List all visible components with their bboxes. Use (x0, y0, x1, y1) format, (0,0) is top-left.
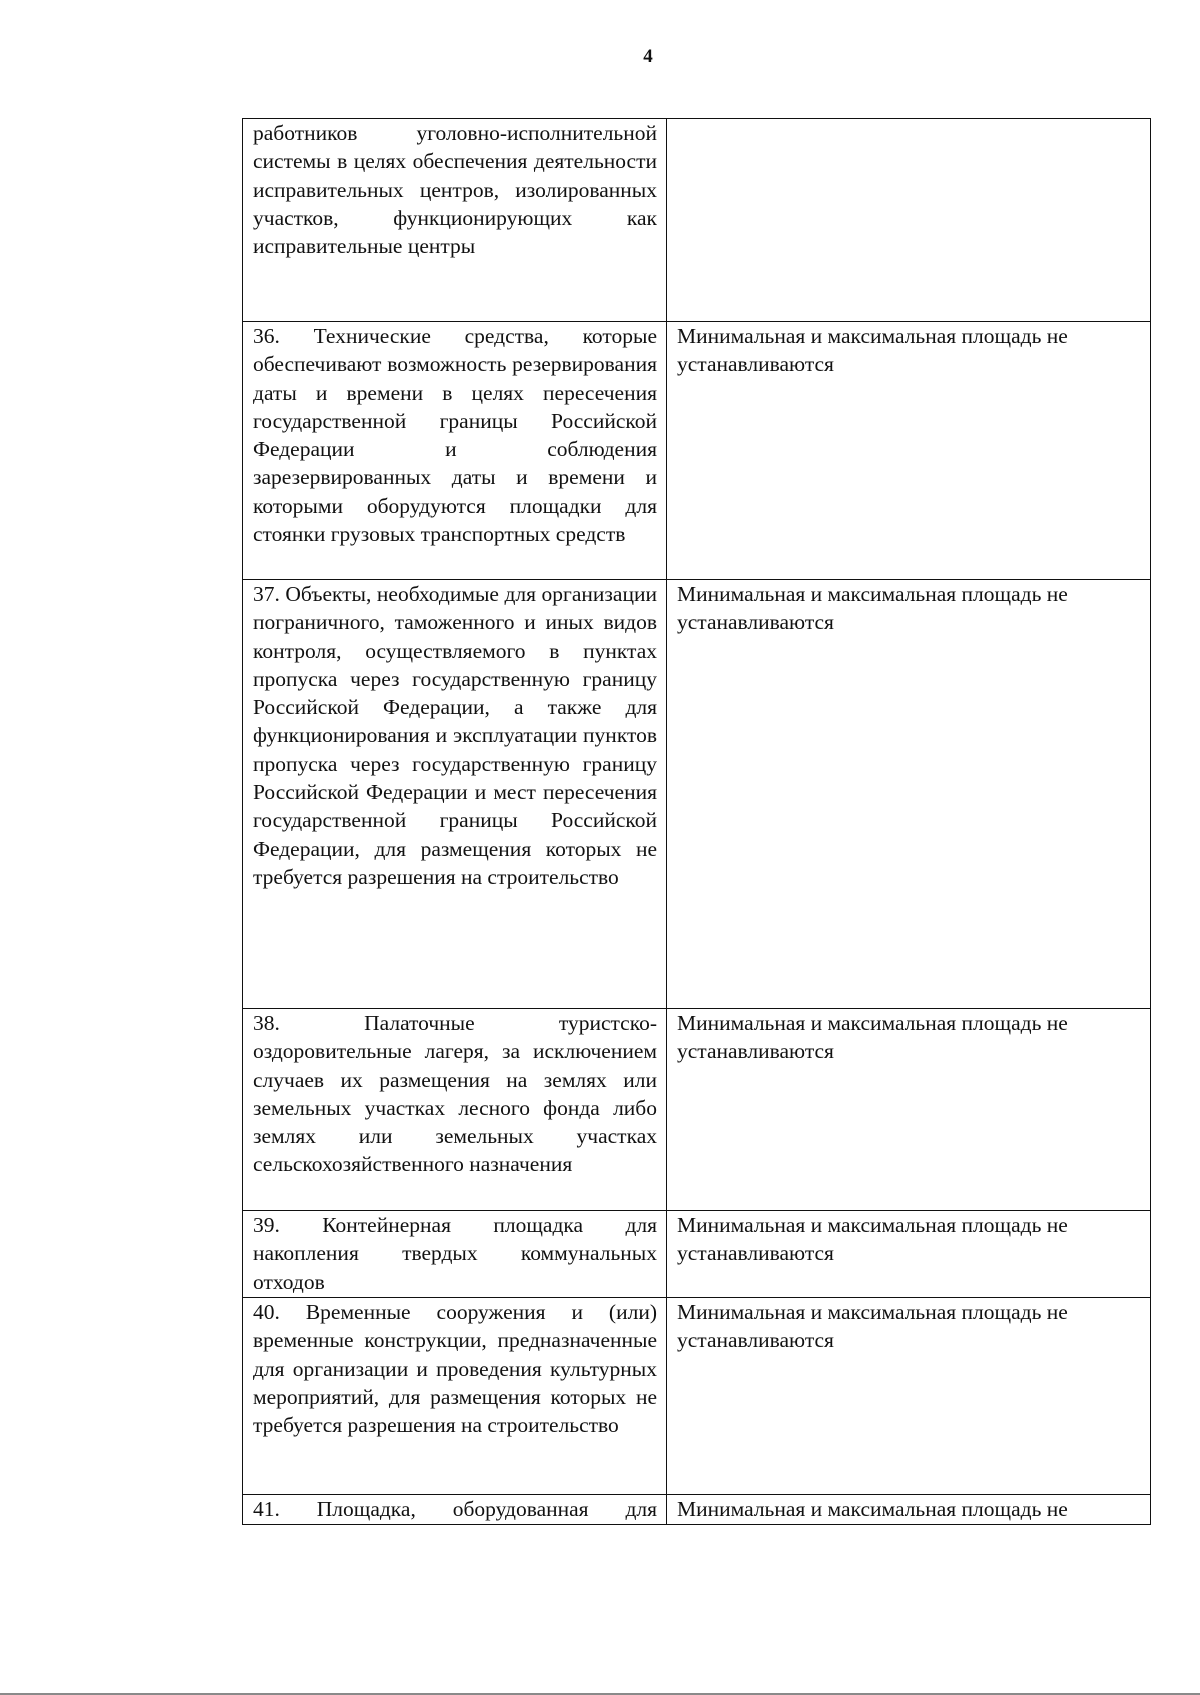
table-row (243, 322, 1151, 580)
table-cell-area (667, 1495, 1151, 1525)
table-row (243, 1298, 1151, 1495)
table-cell-area (667, 580, 1151, 1009)
table-cell-object (243, 1211, 667, 1298)
table-row (243, 1211, 1151, 1298)
table-cell-object (243, 580, 667, 1009)
object-description: 39. Контейнерная площадка для накопления твердых коммунальных отходов (253, 1213, 657, 1294)
table-cell-object (243, 1495, 667, 1525)
table-row (243, 580, 1151, 1009)
table-cell-area (667, 1009, 1151, 1211)
table-cell-object (243, 1298, 667, 1495)
area-requirement: Минимальная и максимальная площадь не устанавливаются (677, 582, 1068, 635)
table-cell-area (667, 322, 1151, 580)
table-cell-area (667, 119, 1151, 322)
table-cell-object (243, 119, 667, 322)
object-description: 41. Площадка, оборудованная для (253, 1497, 657, 1521)
table-cell-area (667, 1211, 1151, 1298)
area-requirement: Минимальная и максимальная площадь не устанавливаются (677, 324, 1068, 377)
regulation-table (242, 118, 1151, 1525)
table-row (243, 1495, 1151, 1525)
table-row (243, 119, 1151, 322)
page-number: 4 (643, 46, 653, 67)
area-requirement: Минимальная и максимальная площадь не устанавливаются (677, 1300, 1068, 1353)
object-description: работников уголовно-исполнительной системы в целях обеспечения деятельности исправительных центров, изолированных участков, функционирующих как исправительные центры (253, 121, 657, 259)
object-description: 36. Технические средства, которые обеспечивают возможность резервирования даты и времени в целях пересечения государственной границы Российской Федерации и соблюдения зарезервированных даты и времени и которыми оборудуются площадки для стоянки грузовых транспортных средств (253, 324, 657, 547)
area-requirement: Минимальная и максимальная площадь не устанавливаются (677, 1011, 1068, 1064)
object-description: 37. Объекты, необходимые для организации пограничного, таможенного и иных видов контроля, осуществляемого в пунктах пропуска через государственную границу Российской Федерации, а также для функционирования и эксплуатации пунктов пропуска через государственную границу Российской Федерации и мест пересечения государственной границы Российской Федерации, для размещения которых не требуется разрешения на строительство (253, 582, 657, 889)
area-requirement: Минимальная и максимальная площадь не (677, 1497, 1068, 1521)
area-requirement: Минимальная и максимальная площадь не устанавливаются (677, 1213, 1068, 1266)
table-cell-object (243, 322, 667, 580)
table-cell-object (243, 1009, 667, 1211)
object-description: 38. Палаточные туристско-оздоровительные лагеря, за исключением случаев их размещения на землях или земельных участках лесного фонда либо землях или земельных участках сельскохозяйственного назначения (253, 1011, 657, 1177)
table-cell-area (667, 1298, 1151, 1495)
object-description: 40. Временные сооружения и (или) временные конструкции, предназначенные для организации и проведения культурных мероприятий, для размещения которых не требуется разрешения на строительство (253, 1300, 657, 1438)
table-row (243, 1009, 1151, 1211)
